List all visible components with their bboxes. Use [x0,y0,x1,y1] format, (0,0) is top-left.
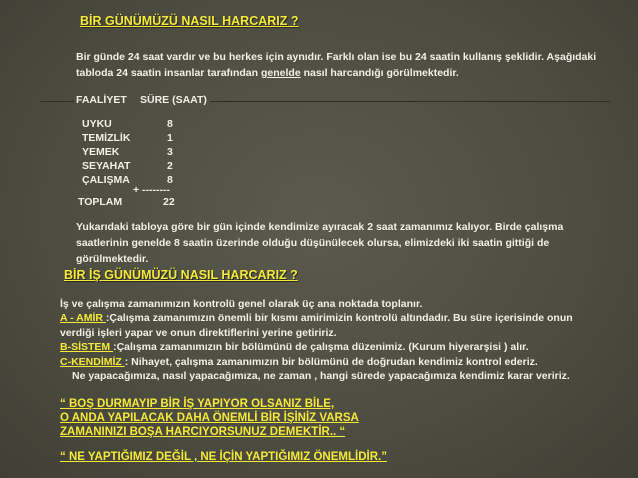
activity-name: SEYAHAT [82,160,131,172]
section2-title: BİR İŞ GÜNÜMÜZÜ NASIL HARCARIZ ? [64,268,298,282]
quote-line-2: O ANDA YAPILACAK DAHA ÖNEMLİ BİR İŞİNİZ VARSA [60,412,359,424]
section1-conclusion: Yukarıdaki tabloya göre bir gün içinde kendimize ayıracak 2 saat zamanımız kalıyor. Birde çalışma saatlerinin genelde 8 saatin üzerinde olduğu düşünülecek olursa, elimizdeki iki saatin gittiği de görülmektedir. [76,221,564,265]
total-label: TOPLAM [78,196,123,208]
activity-name: UYKU [82,118,112,130]
item-a-label: A - AMİR [60,312,106,324]
section1-intro-underlined: genelde [260,67,301,79]
section1-intro [76,49,616,81]
table-header-duration: SÜRE (SAAT) [140,94,207,106]
item-c-text: : Nihayet, çalışma zamanımızın bir bölümünü de doğrudan kendimiz kontrol ederiz. [124,356,538,368]
item-a [60,311,600,341]
quote-final: “ NE YAPTIĞIMIZ DEĞİL , NE İÇİN YAPTIĞIMIZ ÖNEMLİDİR.” [60,451,387,463]
item-c-label: C-KENDİMİZ [60,356,125,368]
activity-name: TEMİZLİK [82,132,131,144]
table-header-activity: FAALİYET [76,94,127,106]
section1-intro-part1: Bir günde 24 saat vardır ve bu herkes için aynıdır. Farklı olan ise bu 24 saatin kullanış şeklidir. Aşağıdaki tabloda 24 saatin insanlar tarafından [76,51,597,79]
total-value: 22 [163,196,175,208]
activity-hours: 2 [167,160,173,172]
item-c [60,356,538,368]
section2-intro: İş ve çalışma zamanımızın kontrolü genel olarak üç ana noktada toplanır. [60,298,423,310]
header-rule-right [210,101,610,102]
quote-line-3: ZAMANINIZI BOŞA HARCIYORSUNUZ DEMEKTİR.. “ [60,426,346,438]
quote-line-1: “ BOŞ DURMAYIP BİR İŞ YAPIYOR OLSANIZ BİLE, [60,398,335,410]
activity-hours: 1 [167,132,173,144]
activity-hours: 8 [167,118,173,130]
sum-line: + -------- [133,184,171,196]
item-a-text: :Çalışma zamanımızın önemli bir kısmı amirimizin kontrolü altındadır. Bu süre içerisinde onun verdiği işleri yapar ve onun direktiflerini yerine getiririz. [60,312,573,339]
activity-name: ÇALIŞMA [82,174,130,186]
item-b-label: B-SİSTEM [60,341,114,353]
activity-hours: 3 [167,146,173,158]
header-rule-left [40,101,74,102]
item-b [60,341,529,353]
item-b-text: :Çalışma zamanımızın bir bölümünü de çalışma düzenimiz. (Kurum hiyerarşisi ) alır. [113,341,529,353]
section1-intro-part2: nasıl harcandığı görülmektedir. [300,67,459,79]
item-c-extra: Ne yapacağımıza, nasıl yapacağımıza, ne zaman , hangi sürede yapacağımıza kendimiz karar veririz. [72,370,570,382]
activity-name: YEMEK [82,146,120,158]
activity-hours: 8 [167,174,173,186]
section1-title: BİR GÜNÜMÜZÜ NASIL HARCARIZ ? [80,14,299,28]
